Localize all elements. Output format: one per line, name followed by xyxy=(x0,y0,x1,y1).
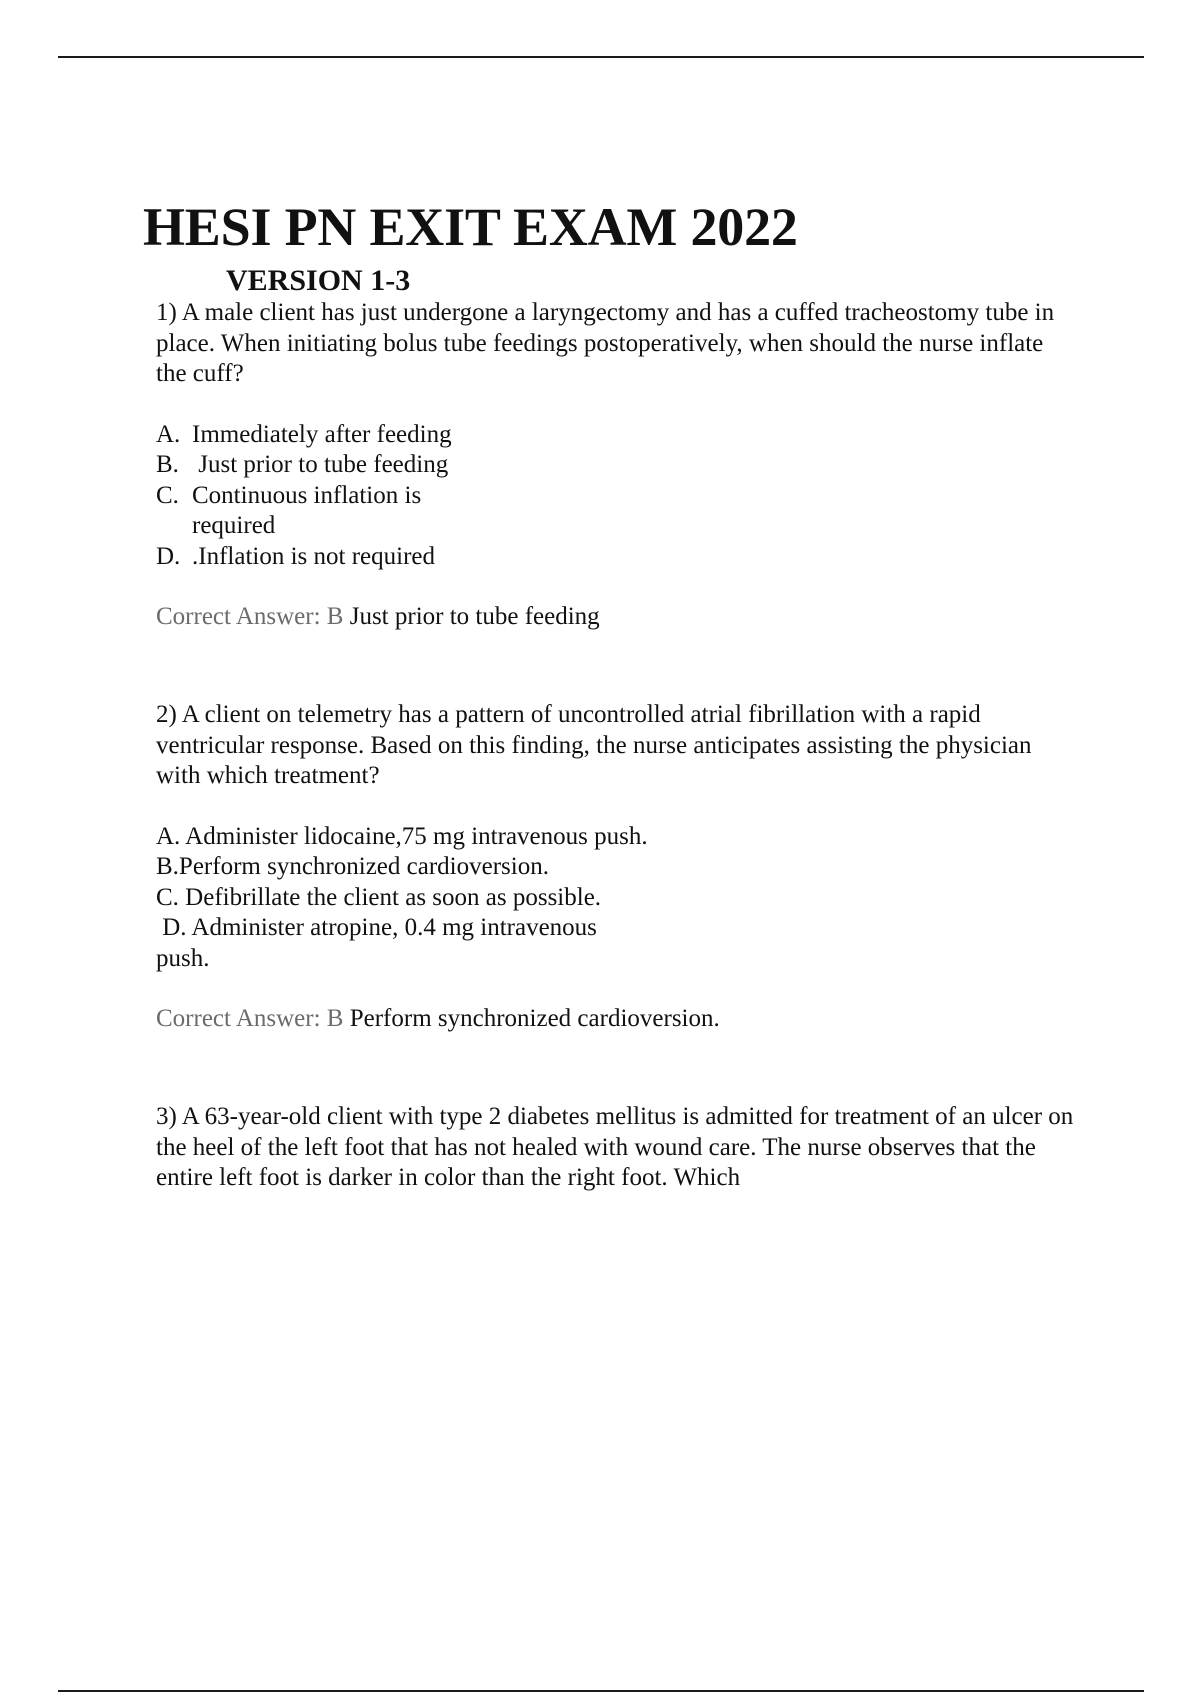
answer-text: Just prior to tube feeding xyxy=(349,603,600,630)
question-text: 3) A 63-year-old client with type 2 diabetes mellitus is admitted for treatment of an ulcer on the heel of the left foot that has not healed with wound care. The nurse observes that the entire left foot is darker in color than the right foot. Which xyxy=(156,1103,1074,1191)
question-text: 1) A male client has just undergone a laryngectomy and has a cuffed tracheostomy tube in place. When initiating bolus tube feedings postoperatively, when should the nurse inflate the cuff? xyxy=(156,299,1055,387)
option-d xyxy=(156,542,1076,573)
option-c: C. Defibrillate the client as soon as possible. xyxy=(156,883,602,911)
option-letter: D. xyxy=(156,542,181,570)
option-b: B.Perform synchronized cardioversion. xyxy=(156,853,549,880)
question-text: 2) A client on telemetry has a pattern of uncontrolled atrial fibrillation with a rapid ventricular response. Based on this finding, the nurse anticipates assisting the physician with which treatment? xyxy=(156,701,1032,789)
document-title: HESI PN EXIT EXAM 2022 xyxy=(143,197,798,257)
option-list xyxy=(156,420,1076,573)
answer-label: Correct Answer: B xyxy=(156,603,344,630)
option-text: Continuous inflation is required xyxy=(192,481,422,539)
correct-answer xyxy=(156,602,1076,633)
document-subtitle: VERSION 1-3 xyxy=(226,264,411,297)
option-d: D. Administer atropine, 0.4 mg intravenous push. xyxy=(156,914,604,972)
option-letter: A. xyxy=(156,420,181,448)
option-c xyxy=(156,481,1076,542)
option-a: A. Administer lidocaine,75 mg intravenous push. xyxy=(156,822,648,850)
question-2 xyxy=(156,700,1076,1035)
answer-text: Perform synchronized cardioversion. xyxy=(349,1005,720,1032)
footer-rule xyxy=(58,1690,1144,1692)
option-list xyxy=(156,822,1076,975)
answer-label: Correct Answer: B xyxy=(156,1005,344,1032)
question-3 xyxy=(156,1102,1076,1194)
option-text: .Inflation is not required xyxy=(192,542,435,570)
header-rule xyxy=(58,56,1144,58)
question-1 xyxy=(156,298,1076,633)
option-text: Immediately after feeding xyxy=(192,420,452,448)
option-b xyxy=(156,450,1076,481)
correct-answer xyxy=(156,1004,1076,1035)
option-letter: C. xyxy=(156,481,179,509)
option-text: Just prior to tube feeding xyxy=(192,451,449,478)
option-a xyxy=(156,420,1076,451)
option-letter: B. xyxy=(156,451,179,478)
